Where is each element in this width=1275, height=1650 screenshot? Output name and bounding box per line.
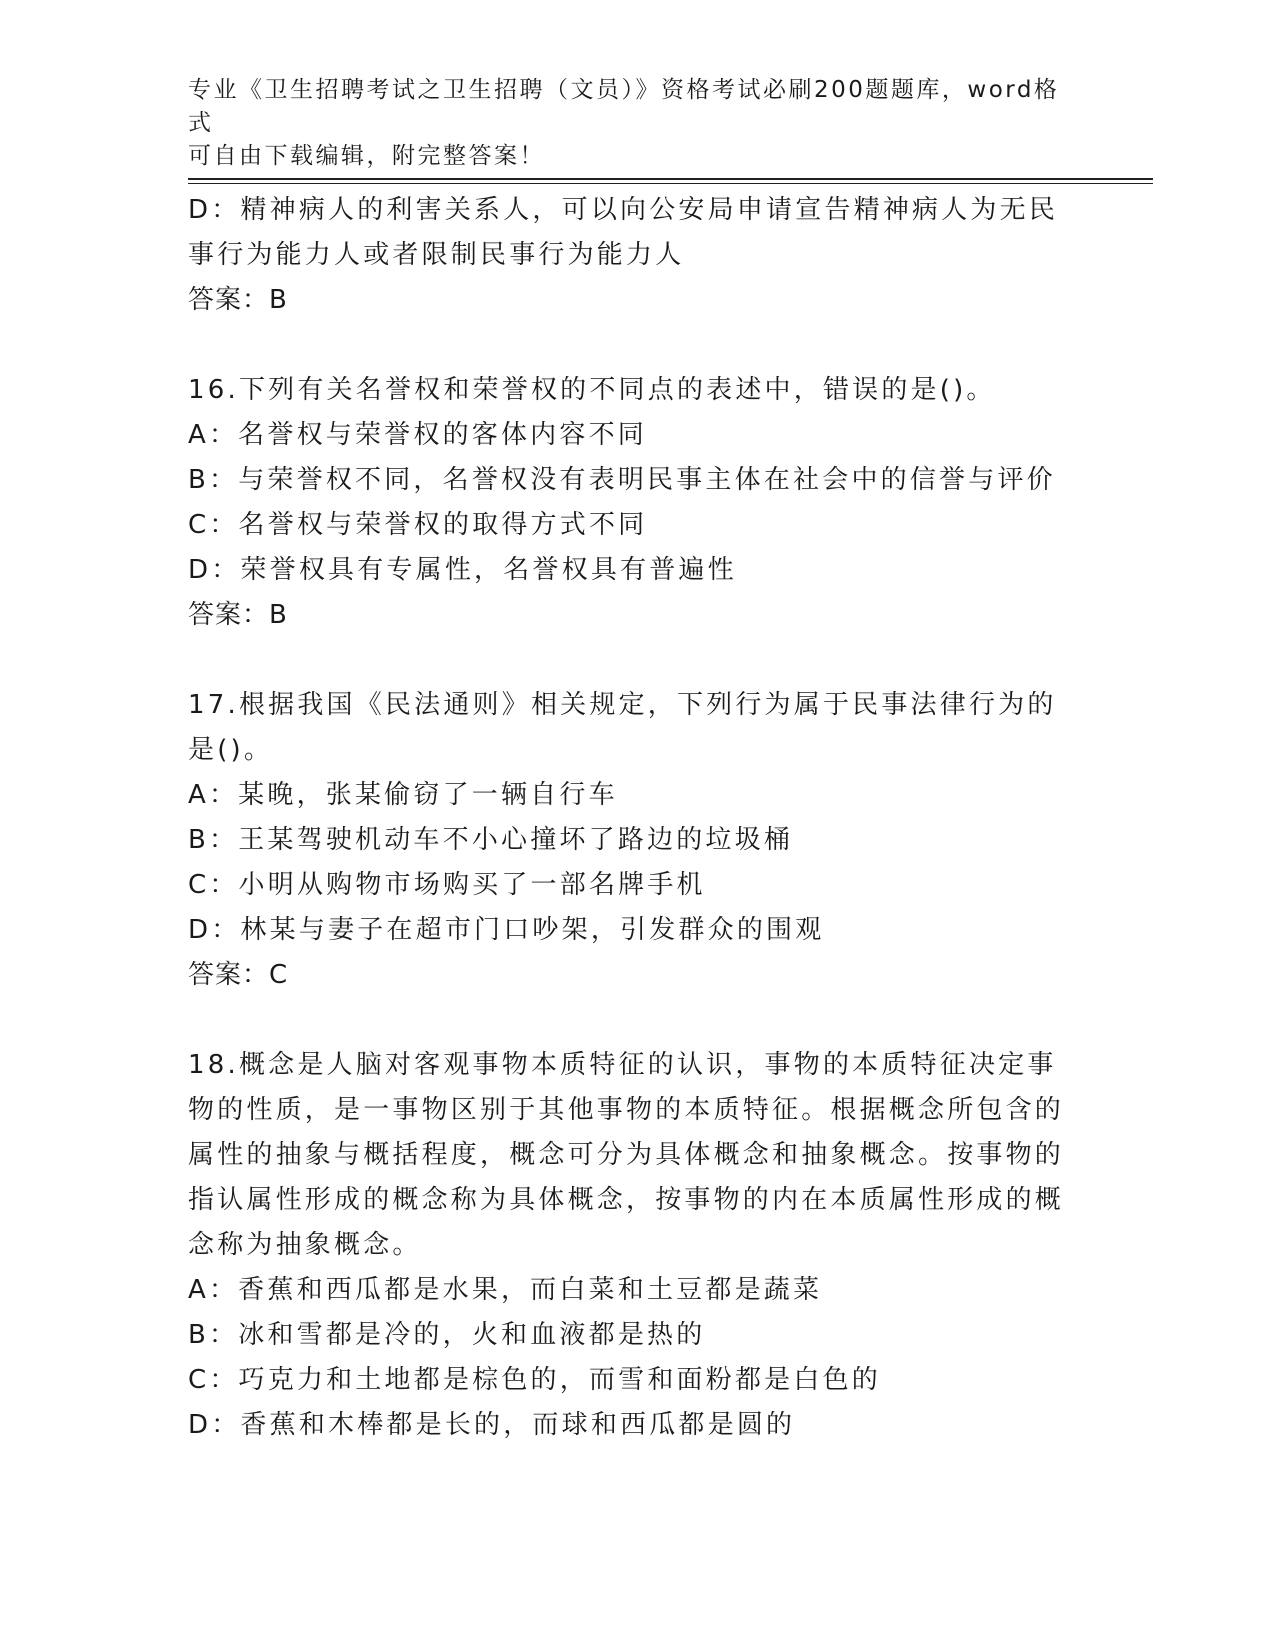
option-b: B：冰和雪都是冷的，火和血液都是热的 (188, 1320, 706, 1350)
option-d: D：香蕉和木棒都是长的，而球和西瓜都是圆的 (188, 1410, 796, 1440)
spacer (188, 638, 1078, 683)
header-rule-thick (188, 178, 1153, 180)
question-content (188, 188, 1078, 1448)
option-b: B：与荣誉权不同，名誉权没有表明民事主体在社会中的信誉与评价 (188, 465, 1056, 495)
option-d: D：精神病人的利害关系人，可以向公安局申请宣告精神病人为无民事行为能力人或者限制民事行为能力人 (188, 195, 1059, 270)
option-d: D：荣誉权具有专属性，名誉权具有普遍性 (188, 555, 737, 585)
previous-question (188, 188, 1078, 323)
question-18 (188, 1043, 1078, 1448)
answer: 答案：B (188, 285, 288, 315)
header-line-2: 可自由下载编辑，附完整答案！ (188, 143, 545, 169)
option-a: A：某晚，张某偷窃了一辆自行车 (188, 780, 618, 810)
answer: 答案：B (188, 600, 288, 630)
question-17 (188, 683, 1078, 998)
header-line-1: 专业《卫生招聘考试之卫生招聘（文员）》资格考试必刷200题题库，word格式 (188, 77, 1060, 136)
option-c: C：小明从购物市场购买了一部名牌手机 (188, 870, 706, 900)
spacer (188, 998, 1078, 1043)
question-16 (188, 368, 1078, 638)
question-stem: 16.下列有关名誉权和荣誉权的不同点的表述中，错误的是()。 (188, 375, 996, 405)
option-c: C：巧克力和土地都是棕色的，而雪和面粉都是白色的 (188, 1365, 881, 1395)
question-stem: 18.概念是人脑对客观事物本质特征的认识，事物的本质特征决定事物的性质，是一事物区别于其他事物的本质特征。根据概念所包含的属性的抽象与概括程度，概念可分为具体概念和抽象概念。按事物的指认属性形成的概念称为具体概念，按事物的内在本质属性形成的概念称为抽象概念。 (188, 1050, 1065, 1260)
option-d: D：林某与妻子在超市门口吵架，引发群众的围观 (188, 915, 825, 945)
option-a: A：名誉权与荣誉权的客体内容不同 (188, 420, 647, 450)
option-a: A：香蕉和西瓜都是水果，而白菜和土豆都是蔬菜 (188, 1275, 823, 1305)
option-c: C：名誉权与荣誉权的取得方式不同 (188, 510, 648, 540)
option-b: B：王某驾驶机动车不小心撞坏了路边的垃圾桶 (188, 825, 794, 855)
page-header (188, 74, 1068, 173)
spacer (188, 323, 1078, 368)
answer: 答案：C (188, 960, 289, 990)
question-stem: 17.根据我国《民法通则》相关规定，下列行为属于民事法律行为的是()。 (188, 690, 1057, 765)
header-rule-thin (188, 183, 1153, 184)
